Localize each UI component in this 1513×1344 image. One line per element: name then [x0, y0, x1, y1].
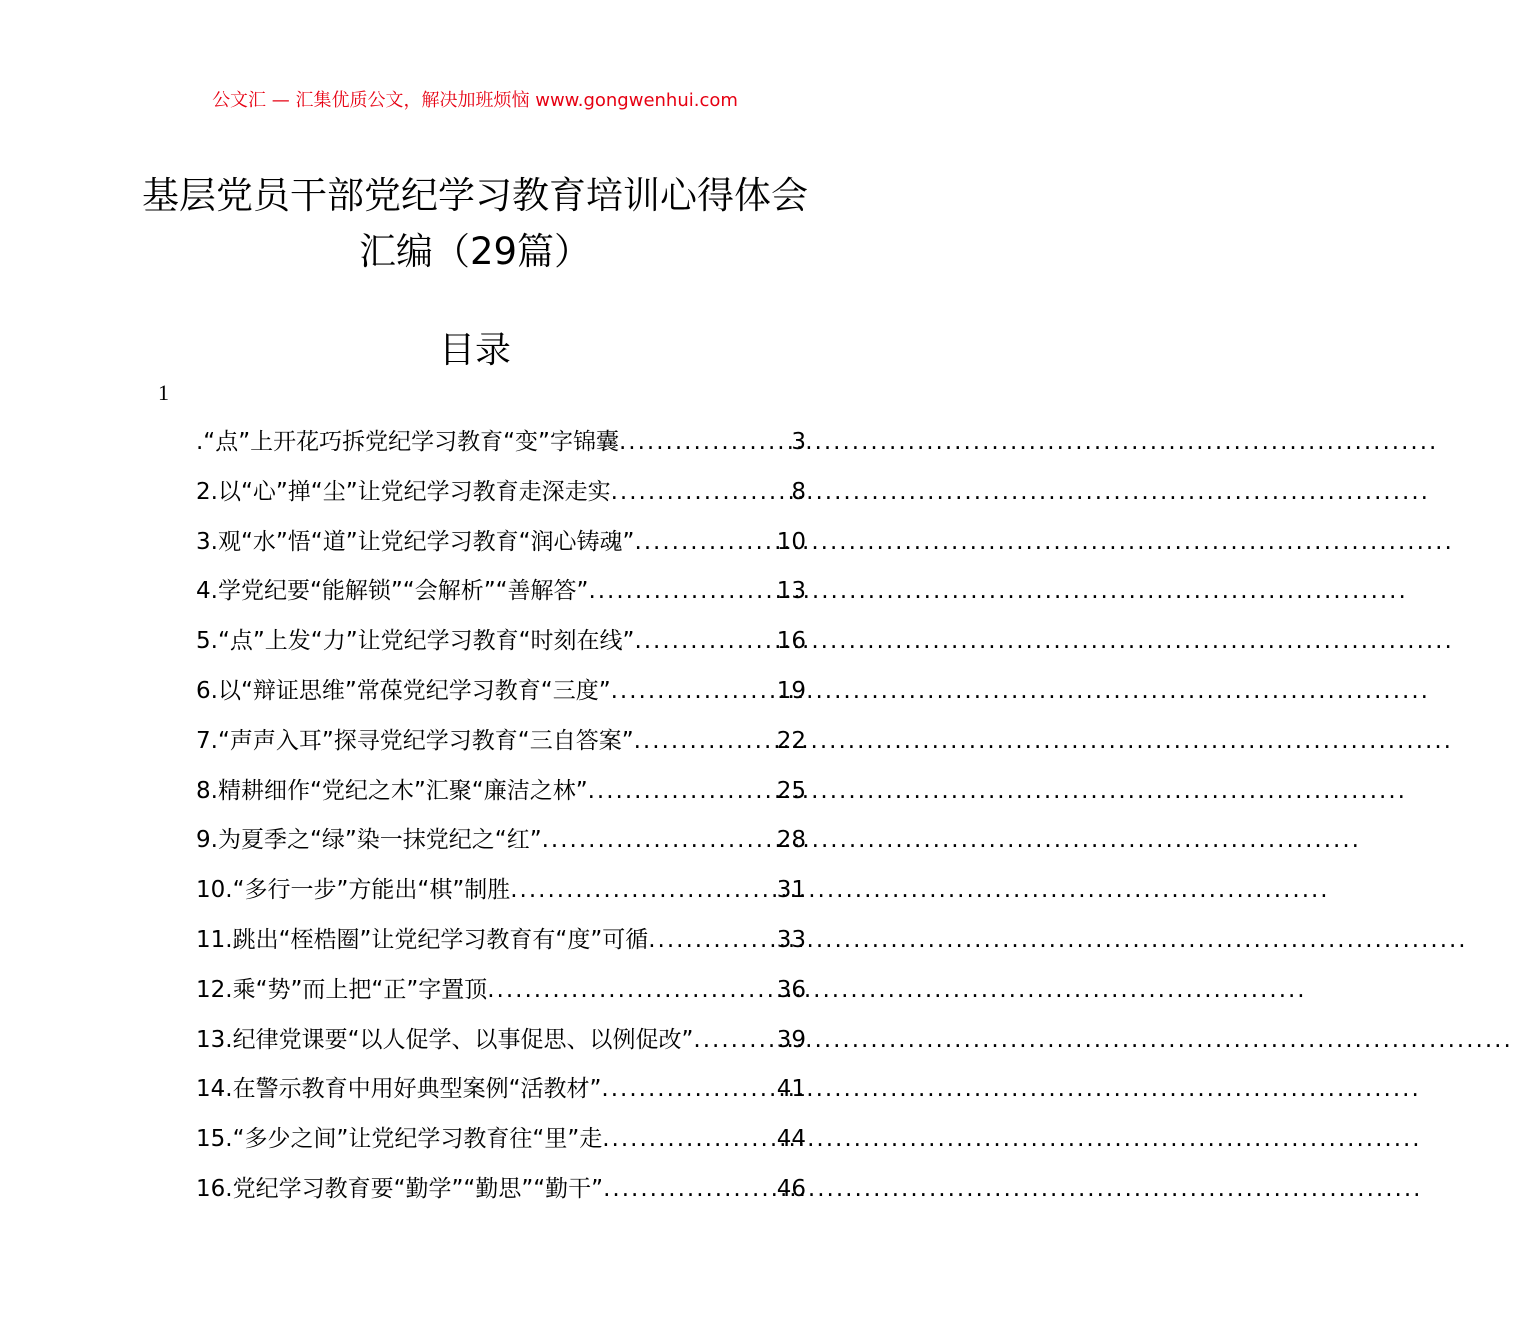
toc-leader-dots — [510, 877, 776, 903]
toc-entry-title: 8.精耕细作“党纪之木”汇聚“廉洁之林” — [196, 777, 588, 804]
document-title — [0, 168, 950, 280]
toc-entry[interactable] — [196, 821, 806, 871]
toc-entry-page: 46 — [776, 1175, 806, 1202]
toc-leader-dots — [634, 529, 776, 555]
toc-entry[interactable] — [196, 971, 806, 1021]
toc-leader-dots — [648, 927, 776, 953]
toc-entry-title: 10.“多行一步”方能出“棋”制胜 — [196, 877, 511, 904]
toc-entry-page: 22 — [776, 727, 806, 754]
toc-leader-dots — [634, 728, 777, 754]
toc-leader-dots — [693, 1027, 776, 1053]
toc-entry-title: .“点”上开花巧拆党纪学习教育“变”字锦囊 — [196, 429, 619, 455]
toc-leader-dots — [634, 628, 776, 654]
toc-entry[interactable] — [196, 871, 806, 921]
toc-entry[interactable] — [196, 622, 806, 672]
toc-entry[interactable] — [196, 1021, 806, 1071]
toc-leader-dots — [542, 827, 777, 853]
title-line-2: 汇编（29篇） — [358, 230, 592, 273]
toc-leader-dots — [602, 1126, 776, 1152]
toc-entry-page: 36 — [776, 976, 806, 1003]
toc-entry-title: 4.学党纪要“能解锁”“会解析”“善解答” — [196, 578, 589, 605]
toc-entry-title: 12.乘“势”而上把“正”字置顶 — [196, 976, 488, 1003]
toc-entry-page: 8 — [791, 478, 806, 505]
toc-entry-page: 41 — [776, 1076, 806, 1103]
toc-entry-title: 2.以“心”掸“尘”让党纪学习教育走深走实 — [196, 478, 611, 505]
toc-entry-title: 11.跳出“桎梏圈”让党纪学习教育有“度”可循 — [196, 926, 649, 953]
toc-entry[interactable] — [196, 772, 806, 822]
toc-heading: 目录 — [438, 330, 511, 371]
toc-entry-title: 5.“点”上发“力”让党纪学习教育“时刻在线” — [196, 628, 635, 655]
toc-entry[interactable] — [196, 921, 806, 971]
toc-leader-dots — [588, 578, 776, 604]
toc-entry-page: 25 — [776, 777, 806, 804]
toc-entry-page: 3 — [791, 429, 806, 455]
toc-entry-title: 13.纪律党课要“以人促学、以事促思、以例促改” — [196, 1026, 694, 1053]
toc-entry[interactable] — [196, 1120, 806, 1170]
toc-entry[interactable] — [196, 523, 806, 573]
toc-entry-title: 6.以“辩证思维”常葆党纪学习教育“三度” — [196, 677, 611, 704]
toc-entry-title: 7.“声声入耳”探寻党纪学习教育“三自答案” — [196, 727, 634, 754]
toc-entry-title: 14.在警示教育中用好典型案例“活教材” — [196, 1076, 602, 1103]
toc-entry-title: 15.“多少之间”让党纪学习教育往“里”走 — [196, 1126, 603, 1153]
toc-entry[interactable] — [196, 572, 806, 622]
toc-entry[interactable] — [196, 423, 806, 473]
toc-leader-dots — [611, 479, 792, 505]
toc-leader-dots — [603, 1176, 777, 1202]
toc-entry[interactable] — [196, 1070, 806, 1120]
toc-entry-page: 28 — [776, 827, 806, 854]
toc-entry-page: 16 — [776, 628, 806, 655]
site-banner: 公文汇 — 汇集优质公文，解决加班烦恼 www.gongwenhui.com — [212, 90, 738, 111]
toc-entry-page: 10 — [776, 528, 806, 555]
page-marker: 1 — [158, 380, 169, 405]
toc-leader-dots — [611, 678, 777, 704]
toc-entry[interactable] — [196, 672, 806, 722]
toc-entry-page: 13 — [776, 578, 806, 605]
toc-entry-page: 39 — [776, 1026, 806, 1053]
toc-leader-dots — [588, 778, 777, 804]
toc-entry[interactable] — [196, 473, 806, 523]
toc-leader-dots — [487, 977, 776, 1003]
toc-entry-title: 9.为夏季之“绿”染一抹党纪之“红” — [196, 827, 542, 854]
toc-entry-title: 16.党纪学习教育要“勤学”“勤思”“勤干” — [196, 1175, 604, 1202]
toc-entry-page: 31 — [776, 877, 806, 904]
table-of-contents — [196, 423, 806, 1220]
toc-entry-title: 3.观“水”悟“道”让党纪学习教育“润心铸魂” — [196, 528, 635, 555]
toc-leader-dots — [601, 1076, 776, 1102]
toc-leader-dots — [619, 429, 791, 455]
toc-entry[interactable] — [196, 1170, 806, 1220]
title-line-1: 基层党员干部党纪学习教育培训心得体会 — [142, 174, 808, 217]
toc-entry-page: 19 — [776, 677, 806, 704]
toc-entry-page: 33 — [776, 926, 806, 953]
toc-entry-page: 44 — [776, 1126, 806, 1153]
toc-entry[interactable] — [196, 722, 806, 772]
